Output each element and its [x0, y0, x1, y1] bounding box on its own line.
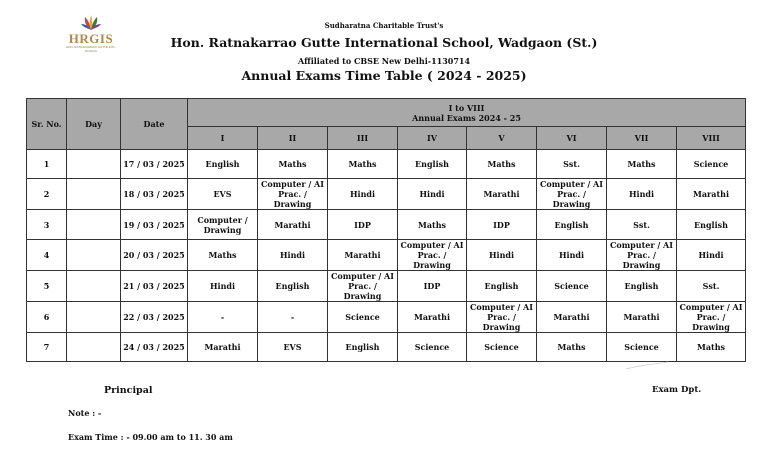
day-cell	[67, 332, 121, 361]
sr-cell: 5	[27, 270, 67, 301]
subject-cell: English	[188, 150, 258, 179]
subject-cell: Marathi	[398, 301, 467, 332]
date-cell: 18 / 03 / 2025	[121, 179, 188, 210]
table-row	[27, 179, 746, 210]
subject-cell: English	[258, 270, 328, 301]
subject-cell: Computer / Drawing	[188, 210, 258, 239]
date-cell: 21 / 03 / 2025	[121, 270, 188, 301]
subject-cell: EVS	[188, 179, 258, 210]
subject-cell: Marathi	[258, 210, 328, 239]
subject-cell: Marathi	[677, 179, 746, 210]
day-cell	[67, 179, 121, 210]
subject-cell: Maths	[537, 332, 607, 361]
exam-dept-label: Exam Dpt.	[652, 385, 702, 395]
subject-cell: Sst.	[537, 150, 607, 179]
date-cell: 17 / 03 / 2025	[121, 150, 188, 179]
subject-cell: Maths	[677, 332, 746, 361]
subject-cell: Science	[607, 332, 677, 361]
col-header-sr: Sr. No.	[27, 99, 67, 150]
sr-cell: 2	[27, 179, 67, 210]
col-header-class: VI	[537, 127, 607, 150]
table-row	[27, 239, 746, 270]
subject-cell: -	[258, 301, 328, 332]
subject-cell: Science	[537, 270, 607, 301]
subject-cell: Science	[677, 150, 746, 179]
subject-cell: EVS	[258, 332, 328, 361]
subject-cell: Computer / AI Prac. / Drawing	[607, 239, 677, 270]
table-row	[27, 150, 746, 179]
subject-cell: Hindi	[398, 179, 467, 210]
sr-cell: 4	[27, 239, 67, 270]
subject-cell: IDP	[467, 210, 537, 239]
subject-cell: IDP	[398, 270, 467, 301]
col-group-header	[188, 99, 746, 127]
subject-cell: IDP	[328, 210, 398, 239]
col-header-day: Day	[67, 99, 121, 150]
col-header-class: V	[467, 127, 537, 150]
sr-cell: 7	[27, 332, 67, 361]
principal-label: Principal	[104, 385, 153, 396]
group-exam: Annual Exams 2024 - 25	[412, 112, 521, 123]
subject-cell: Maths	[258, 150, 328, 179]
col-header-class: III	[328, 127, 398, 150]
subject-cell: Marathi	[467, 179, 537, 210]
subject-cell: Maths	[398, 210, 467, 239]
subject-cell: Hindi	[607, 179, 677, 210]
subject-cell: English	[467, 270, 537, 301]
subject-cell: Marathi	[188, 332, 258, 361]
subject-cell: Science	[467, 332, 537, 361]
subject-cell: -	[188, 301, 258, 332]
sr-cell: 3	[27, 210, 67, 239]
day-cell	[67, 301, 121, 332]
subject-cell: Hindi	[537, 239, 607, 270]
day-cell	[67, 270, 121, 301]
col-header-class: VIII	[677, 127, 746, 150]
subject-cell: English	[607, 270, 677, 301]
sr-cell: 6	[27, 301, 67, 332]
subject-cell: Hindi	[258, 239, 328, 270]
subject-cell: Hindi	[328, 179, 398, 210]
subject-cell: Computer / AI Prac. / Drawing	[677, 301, 746, 332]
subject-cell: Marathi	[537, 301, 607, 332]
page-title: Annual Exams Time Table ( 2024 - 2025)	[241, 68, 527, 83]
subject-cell: Computer / AI Prac. / Drawing	[328, 270, 398, 301]
col-header-date: Date	[121, 99, 188, 150]
col-header-class: I	[188, 127, 258, 150]
trust-name: Sudharatna Charitable Trust's	[324, 21, 444, 30]
header-row-top	[27, 99, 746, 127]
subject-cell: Maths	[467, 150, 537, 179]
note-label: Note : -	[68, 408, 102, 418]
signature-mark	[624, 361, 670, 371]
subject-cell: Computer / AI Prac. / Drawing	[398, 239, 467, 270]
table-row	[27, 332, 746, 361]
subject-cell: Science	[398, 332, 467, 361]
affiliation: Affiliated to CBSE New Delhi-1130714	[297, 56, 471, 66]
subject-cell: Maths	[607, 150, 677, 179]
date-cell: 19 / 03 / 2025	[121, 210, 188, 239]
col-header-class: VII	[607, 127, 677, 150]
subject-cell: Computer / AI Prac. / Drawing	[467, 301, 537, 332]
subject-cell: English	[537, 210, 607, 239]
subject-cell: Computer / AI Prac. / Drawing	[537, 179, 607, 210]
subject-cell: English	[328, 332, 398, 361]
date-cell: 24 / 03 / 2025	[121, 332, 188, 361]
logo-subtext: HON. RATNAKARRAO GUTTE INTL. SCHOOL	[65, 45, 117, 53]
date-cell: 20 / 03 / 2025	[121, 239, 188, 270]
day-cell	[67, 210, 121, 239]
subject-cell: English	[398, 150, 467, 179]
subject-cell: Marathi	[328, 239, 398, 270]
table-row	[27, 270, 746, 301]
subject-cell: Maths	[188, 239, 258, 270]
subject-cell: English	[677, 210, 746, 239]
subject-cell: Marathi	[607, 301, 677, 332]
col-header-class: II	[258, 127, 328, 150]
subject-cell: Computer / AI Prac. / Drawing	[258, 179, 328, 210]
timetable	[26, 98, 746, 362]
logo-text: HRGIS	[68, 31, 114, 46]
subject-cell: Science	[328, 301, 398, 332]
day-cell	[67, 239, 121, 270]
school-name: Hon. Ratnakarrao Gutte International School, Wadgaon (St.)	[170, 35, 598, 50]
subject-cell: Maths	[328, 150, 398, 179]
table-row	[27, 301, 746, 332]
subject-cell: Hindi	[677, 239, 746, 270]
subject-cell: Sst.	[607, 210, 677, 239]
table-row	[27, 210, 746, 239]
group-range: I to VIII	[448, 102, 485, 113]
col-header-class: IV	[398, 127, 467, 150]
timetable-body	[27, 150, 746, 362]
date-cell: 22 / 03 / 2025	[121, 301, 188, 332]
exam-time: Exam Time : - 09.00 am to 11. 30 am	[68, 432, 233, 442]
day-cell	[67, 150, 121, 179]
subject-cell: Hindi	[188, 270, 258, 301]
sr-cell: 1	[27, 150, 67, 179]
subject-cell: Hindi	[467, 239, 537, 270]
subject-cell: Sst.	[677, 270, 746, 301]
